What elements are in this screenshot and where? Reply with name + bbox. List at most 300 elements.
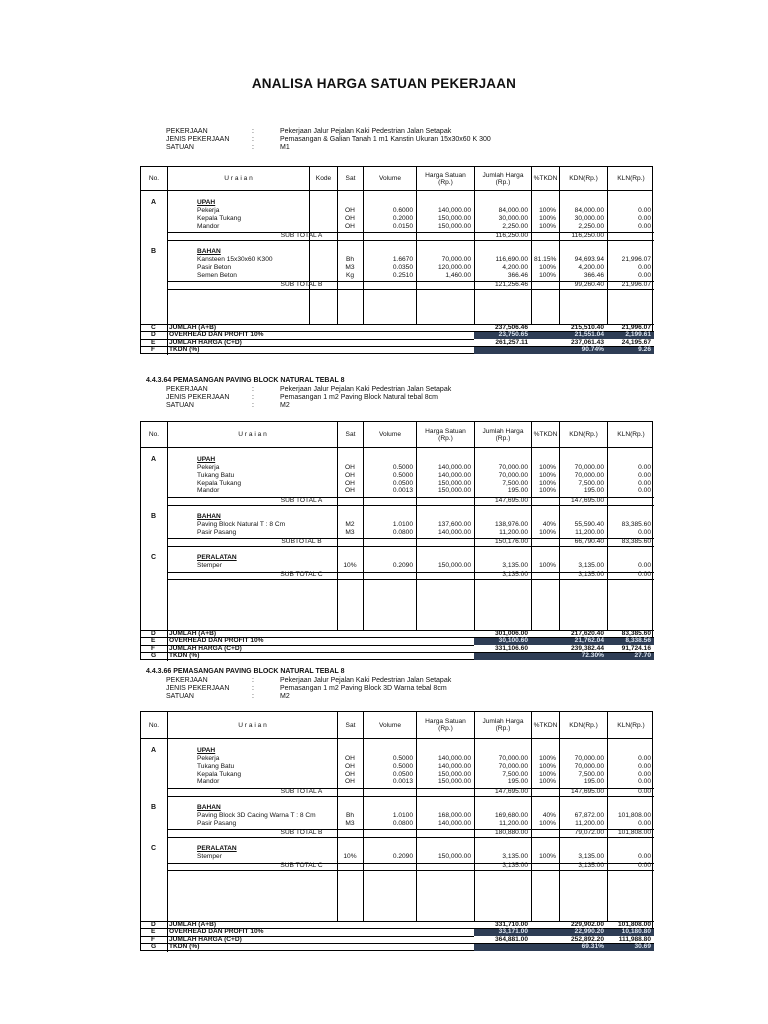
item-tkdn: 100% (539, 207, 556, 214)
item-price: 168,000.00 (437, 811, 471, 819)
item-kdn: 11,200.00 (575, 528, 604, 536)
total-kdn: 239,382.44 (570, 644, 604, 652)
info-colon: : (252, 128, 254, 135)
item-price: 120,000.00 (437, 263, 471, 271)
item-unit: OH (345, 464, 355, 471)
item-volume: 0.6000 (392, 207, 413, 214)
item-volume: 0.0013 (392, 778, 413, 786)
total-kdn: 215,510.40 (570, 323, 604, 331)
total-kdn: 237,061.43 (570, 338, 604, 346)
item-kdn: 366.46 (583, 271, 604, 279)
item-price: 150,000.00 (437, 214, 471, 222)
item-price: 140,000.00 (437, 528, 471, 536)
column-divider (474, 191, 475, 324)
info-value: Pemasangan 1 m2 Paving Block 3D Warna tebal 8cm (280, 685, 447, 693)
item-name: Pekerja (197, 207, 220, 214)
item-name: Pasir Pasang (197, 528, 237, 536)
item-price: 150,000.00 (437, 852, 471, 860)
item-kln: 0.00 (638, 464, 651, 471)
item-amount: 11,200.00 (499, 819, 528, 827)
info-row (166, 693, 451, 701)
item-tkdn: 100% (539, 755, 556, 762)
info-value: Pemasangan & Galian Tanah 1 m1 Kanstin Ukuran 15x30x60 K 300 (280, 136, 491, 144)
item-name: Stemper (197, 561, 222, 569)
item-kdn: 4,200.00 (578, 263, 604, 271)
item-kln: 0.00 (638, 214, 651, 222)
column-divider (363, 191, 364, 324)
item-kln: 0.00 (638, 207, 651, 214)
item-volume: 1.0100 (392, 520, 413, 528)
item-tkdn: 100% (539, 271, 556, 279)
total-label: JUMLAH (A+B) (169, 629, 217, 637)
total-label: OVERHEAD DAN PROFIT 10% (169, 637, 264, 645)
item-name: Mandor (197, 778, 220, 786)
item-tkdn: 100% (539, 852, 556, 860)
total-label: JUMLAH (A+B) (169, 323, 217, 331)
column-divider (416, 191, 417, 324)
column-divider (309, 191, 310, 324)
item-name: Stemper (197, 852, 222, 860)
item-amount: 2,250.00 (502, 222, 528, 230)
subtotal-label: SUB TOTAL A (280, 787, 323, 795)
item-tkdn: 100% (539, 770, 556, 778)
item-name: Paving Block Natural T : 8 Cm (197, 520, 286, 528)
item-price: 150,000.00 (437, 778, 471, 786)
group-peralatan-label: PERALATAN (197, 553, 237, 561)
subtotal-label: SUB TOTAL B (280, 828, 323, 836)
group-bahan: B (151, 247, 157, 255)
subtotal-amount: 180,880.00 (494, 828, 528, 836)
item-unit: OH (345, 471, 355, 479)
header-kln: KLN(Rp.) (607, 422, 654, 447)
item-tkdn: 40% (542, 520, 556, 528)
item-name: Pasir Pasang (197, 819, 237, 827)
item-tkdn: 100% (539, 214, 556, 222)
total-amount: 30,100.60 (498, 637, 528, 645)
header-kdn: KDN(Rp.) (559, 422, 607, 447)
header-sat: Sat (337, 167, 363, 190)
page-title: ANALISA HARGA SATUAN PEKERJAAN (251, 76, 517, 91)
section3-table (140, 711, 653, 951)
subtotal-kln: 101,808.00 (617, 828, 651, 836)
total-amount: 23,750.65 (498, 331, 528, 339)
total-amount: 331,710.00 (494, 920, 528, 928)
item-name: Tukang Batu (197, 762, 235, 770)
item-name: Semen Beton (197, 271, 237, 279)
item-amount: 70,000.00 (498, 762, 528, 770)
header-harga_satuan: Harga Satuan (Rp.) (416, 712, 474, 738)
item-name: Pasir Beton (197, 263, 232, 271)
group-peralatan: C (151, 553, 157, 561)
section-number: 4.4.3.66 (146, 668, 172, 675)
item-kdn: 70,000.00 (574, 762, 604, 770)
header-no: No. (148, 721, 160, 729)
row-divider (167, 870, 654, 871)
item-kdn: 195.00 (583, 778, 604, 786)
section1-info (166, 128, 491, 153)
info-value: Pekerjaan Jalur Pejalan Kaki Pedestrian Jalan Setapak (280, 677, 452, 684)
total-label: OVERHEAD DAN PROFIT 10% (169, 331, 264, 339)
subtotal-kln: 21,996.07 (621, 280, 651, 288)
header-kln: KLN(Rp.) (607, 167, 654, 190)
column-divider (167, 630, 168, 661)
section3-title (146, 668, 345, 675)
info-colon: : (252, 402, 254, 410)
item-kdn: 70,000.00 (574, 471, 604, 479)
item-kln: 83,385.60 (621, 520, 651, 528)
section1-table (140, 166, 653, 354)
item-kln: 0.00 (638, 778, 651, 786)
subtotal-kln: 0.00 (638, 571, 651, 579)
item-volume: 0.0350 (392, 263, 413, 271)
item-unit: OH (345, 214, 355, 222)
section2-table (140, 421, 653, 660)
total-kdn: 21,551.04 (574, 331, 604, 339)
total-kdn: 90.74% (581, 346, 604, 354)
item-name: Kepala Tukang (197, 214, 241, 222)
item-name: Kansteen 15x30x60 K300 (197, 255, 273, 263)
group-upah-label: UPAH (197, 199, 216, 206)
item-price: 140,000.00 (437, 471, 471, 479)
total-label: JUMLAH HARGA (C+D) (169, 935, 242, 943)
item-volume: 0.0150 (392, 222, 413, 230)
info-label: JENIS PEKERJAAN (166, 136, 230, 144)
item-kln: 0.00 (638, 755, 651, 762)
subtotal-kdn: 147,695.00 (570, 787, 604, 795)
subtotal-kln: 83,385.60 (621, 537, 651, 545)
total-code: D (151, 920, 156, 928)
item-kdn: 70,000.00 (574, 755, 604, 762)
group-upah: A (151, 199, 157, 206)
total-code: F (151, 935, 156, 943)
item-unit: Kg (345, 271, 355, 279)
info-value: Pemasangan 1 m2 Paving Block Natural tebal 8cm (280, 394, 438, 402)
subtotal-amount: 121,256.46 (494, 280, 528, 288)
item-volume: 0.5000 (392, 755, 413, 762)
info-label: JENIS PEKERJAAN (166, 394, 230, 402)
column-divider (167, 324, 168, 355)
item-unit: M2 (345, 520, 355, 528)
total-code: F (151, 644, 156, 652)
item-tkdn: 100% (539, 487, 556, 495)
item-kdn: 70,000.00 (574, 464, 604, 471)
item-amount: 84,000.00 (498, 207, 528, 214)
item-kln: 101,808.00 (617, 811, 651, 819)
section1-table-header (141, 167, 652, 191)
item-tkdn: 40% (542, 811, 556, 819)
group-upah: A (151, 747, 157, 754)
item-kln: 0.00 (638, 852, 651, 860)
row-divider (167, 240, 654, 241)
info-label: SATUAN (166, 144, 194, 152)
info-value: M2 (280, 693, 290, 701)
row-divider (167, 796, 654, 797)
total-label: JUMLAH HARGA (C+D) (169, 338, 242, 346)
info-row (166, 677, 451, 685)
info-row (166, 386, 451, 394)
item-tkdn: 100% (539, 778, 556, 786)
subtotal-kdn: 147,695.00 (570, 496, 604, 504)
group-peralatan-label: PERALATAN (197, 844, 237, 852)
item-tkdn: 100% (539, 464, 556, 471)
info-row (166, 136, 491, 144)
item-amount: 70,000.00 (498, 755, 528, 762)
total-label: JUMLAH (A+B) (169, 920, 217, 928)
section2-info (166, 386, 451, 411)
column-divider (337, 191, 338, 324)
item-unit: OH (345, 479, 355, 487)
item-volume: 1.0100 (392, 811, 413, 819)
item-kdn: 7,500.00 (578, 479, 604, 487)
item-kdn: 3,135.00 (578, 561, 604, 569)
total-kdn: 217,620.40 (570, 629, 604, 637)
header-uraian: U r a i a n (167, 712, 337, 738)
item-kln: 0.00 (638, 528, 651, 536)
group-upah-label: UPAH (197, 747, 216, 754)
subtotal-label: SUB TOTAL C (280, 862, 323, 870)
item-kln: 0.00 (638, 819, 651, 827)
info-colon: : (252, 685, 254, 693)
subtotal-amount: 3,135.00 (502, 862, 528, 870)
item-kln: 0.00 (638, 487, 651, 495)
group-bahan-label: BAHAN (197, 803, 221, 811)
item-name: Paving Block 3D Cacing Warna T : 8 Cm (197, 811, 316, 819)
row-divider (167, 837, 654, 838)
item-price: 140,000.00 (437, 207, 471, 214)
total-code: F (151, 346, 156, 354)
item-volume: 0.2090 (392, 561, 413, 569)
item-kdn: 55,590.40 (574, 520, 604, 528)
total-kdn: 22,990.20 (574, 928, 604, 936)
total-code: E (151, 637, 156, 645)
info-value: Pekerjaan Jalur Pejalan Kaki Pedestrian Jalan Setapak (280, 128, 452, 135)
item-unit: OH (345, 207, 355, 214)
item-tkdn: 100% (539, 222, 556, 230)
item-unit: OH (345, 222, 355, 230)
total-kdn: 252,892.20 (570, 935, 604, 943)
item-kln: 0.00 (638, 479, 651, 487)
subtotal-kdn: 66,790.40 (574, 537, 604, 545)
total-code: E (151, 928, 156, 936)
section-number: 4.4.3.64 (146, 377, 172, 384)
total-label: TKDN (%) (169, 652, 200, 660)
subtotal-kdn: 3,135.00 (578, 862, 604, 870)
item-kdn: 3,135.00 (578, 852, 604, 860)
item-volume: 0.0500 (392, 770, 413, 778)
header-uraian: U r a i a n (167, 422, 337, 447)
item-kln: 0.00 (638, 770, 651, 778)
subtotal-amount: 3,135.00 (502, 571, 528, 579)
header-sat: Sat (337, 422, 363, 447)
item-kdn: 67,872.00 (574, 811, 604, 819)
item-price: 1,460.00 (445, 271, 471, 279)
item-kdn: 7,500.00 (578, 770, 604, 778)
group-peralatan: C (151, 844, 157, 852)
item-kln: 0.00 (638, 263, 651, 271)
info-row (166, 402, 451, 410)
total-kln: 8,338.56 (625, 637, 651, 645)
info-row (166, 128, 491, 136)
item-price: 137,600.00 (437, 520, 471, 528)
item-name: Kepala Tukang (197, 770, 241, 778)
total-amount: 301,006.00 (494, 629, 528, 637)
header-harga_satuan: Harga Satuan (Rp.) (416, 422, 474, 447)
row-divider (167, 289, 654, 290)
section2-title (146, 377, 345, 384)
row-divider (167, 579, 654, 580)
info-value: M1 (280, 144, 290, 152)
item-name: Mandor (197, 222, 220, 230)
subtotal-label: SUB TOTAL A (280, 231, 323, 239)
item-name: Tukang Batu (197, 471, 235, 479)
item-kdn: 94,693.94 (574, 255, 604, 263)
item-amount: 7,500.00 (502, 770, 528, 778)
item-volume: 0.0500 (392, 479, 413, 487)
total-amount: 33,171.00 (498, 928, 528, 936)
subtotal-kdn: 116,250.00 (571, 231, 604, 239)
header-harga_satuan: Harga Satuan (Rp.) (416, 167, 474, 190)
header-kode: Kode (309, 167, 337, 190)
total-kln: 2,199.61 (625, 331, 651, 339)
item-kdn: 84,000.00 (574, 207, 604, 214)
item-kln: 0.00 (638, 762, 651, 770)
header-tkdn: %TKDN (531, 422, 559, 447)
item-price: 150,000.00 (437, 561, 471, 569)
total-kln: 21,996.07 (621, 323, 651, 331)
item-amount: 4,200.00 (502, 263, 528, 271)
item-price: 150,000.00 (437, 479, 471, 487)
total-code: G (151, 943, 157, 951)
section-heading: PEMASANGAN PAVING BLOCK NATURAL TEBAL 8 (173, 377, 345, 384)
subtotal-kln: 0.00 (638, 787, 651, 795)
item-unit: M3 (345, 528, 355, 536)
item-unit: OH (345, 755, 355, 762)
item-amount: 3,135.00 (502, 561, 528, 569)
item-amount: 366.46 (507, 271, 528, 279)
item-tkdn: 100% (539, 263, 556, 271)
total-amount: 331,106.60 (494, 644, 528, 652)
item-unit: M3 (345, 263, 355, 271)
item-tkdn: 100% (539, 528, 556, 536)
header-no: No. (148, 431, 160, 438)
section2-table-header (141, 422, 652, 448)
item-unit: 10% (343, 852, 357, 860)
column-divider (167, 921, 168, 952)
item-amount: 195.00 (507, 487, 528, 495)
item-kdn: 11,200.00 (575, 819, 604, 827)
subtotal-amount: 150,176.00 (494, 537, 528, 545)
item-volume: 0.2090 (392, 852, 413, 860)
item-unit: 10% (343, 561, 357, 569)
total-kln: 101,808.00 (617, 920, 651, 928)
item-tkdn: 81.15% (534, 255, 557, 263)
info-label: PEKERJAAN (166, 677, 208, 684)
item-volume: 1.6670 (392, 255, 413, 263)
column-divider (167, 191, 168, 324)
total-amount: 237,506.46 (494, 323, 528, 331)
info-label: JENIS PEKERJAAN (166, 685, 230, 693)
total-kln: 111,988.80 (618, 935, 651, 943)
column-divider (607, 191, 608, 324)
item-price: 70,000.00 (441, 255, 471, 263)
total-kdn: 72.30% (581, 652, 604, 660)
item-amount: 7,500.00 (502, 479, 528, 487)
item-kln: 21,996.07 (621, 255, 651, 263)
item-unit: OH (345, 762, 355, 770)
group-upah: A (151, 456, 157, 463)
item-volume: 0.5000 (392, 471, 413, 479)
total-code: D (151, 331, 156, 339)
header-volume: Volume (363, 422, 416, 447)
header-jumlah_harga: Jumlah Harga (Rp.) (474, 422, 531, 447)
total-kdn: 229,902.00 (570, 920, 604, 928)
total-amount: 261,257.11 (495, 338, 528, 346)
item-price: 150,000.00 (437, 222, 471, 230)
item-unit: OH (345, 770, 355, 778)
total-code: D (151, 629, 156, 637)
header-kln: KLN(Rp.) (607, 712, 654, 738)
info-label: SATUAN (166, 402, 194, 410)
item-amount: 70,000.00 (498, 464, 528, 471)
header-tkdn: %TKDN (531, 712, 559, 738)
header-volume: Volume (363, 167, 416, 190)
total-label: TKDN (%) (169, 943, 200, 951)
subtotal-kln: 0.00 (638, 862, 651, 870)
section-heading: PEMASANGAN PAVING BLOCK NATURAL TEBAL 8 (173, 668, 345, 675)
info-colon: : (252, 144, 254, 152)
item-unit: Bh (345, 255, 355, 263)
total-code: G (151, 652, 157, 660)
item-amount: 138,976.00 (494, 520, 528, 528)
total-kln: 91,724.16 (621, 644, 651, 652)
total-kln: 27.70 (634, 652, 651, 660)
item-kln: 0.00 (638, 561, 651, 569)
total-kdn: 21,762.04 (574, 637, 604, 645)
group-bahan: B (151, 512, 157, 520)
item-kdn: 195.00 (583, 487, 604, 495)
header-uraian: U r a i a n (167, 167, 309, 190)
item-volume: 0.0013 (392, 487, 413, 495)
group-upah-label: UPAH (197, 456, 216, 463)
header-jumlah_harga: Jumlah Harga (Rp.) (474, 712, 531, 738)
total-code: E (151, 338, 156, 346)
item-volume: 0.2510 (392, 271, 413, 279)
item-tkdn: 100% (539, 561, 556, 569)
item-name: Kepala Tukang (197, 479, 241, 487)
row-divider (167, 505, 654, 506)
header-jumlah_harga: Jumlah Harga (Rp.) (474, 167, 531, 190)
item-price: 140,000.00 (437, 464, 471, 471)
item-tkdn: 100% (539, 762, 556, 770)
header-sat: Sat (337, 712, 363, 738)
subtotal-label: SUBTOTAL B (281, 537, 322, 545)
item-kdn: 30,000.00 (574, 214, 604, 222)
total-label: TKDN (%) (169, 346, 200, 354)
info-colon: : (252, 136, 254, 144)
item-amount: 169,680.00 (494, 811, 528, 819)
total-kln: 83,385.60 (621, 629, 651, 637)
total-kln: 10,180.80 (621, 928, 651, 936)
group-bahan-label: BAHAN (197, 247, 221, 255)
total-label: OVERHEAD DAN PROFIT 10% (169, 928, 264, 936)
item-tkdn: 100% (539, 479, 556, 487)
item-kdn: 2,250.00 (578, 222, 604, 230)
item-amount: 3,135.00 (502, 852, 528, 860)
item-volume: 0.0800 (392, 528, 413, 536)
group-bahan: B (151, 803, 157, 811)
total-kln: 9.26 (638, 346, 651, 354)
subtotal-label: SUB TOTAL C (280, 571, 323, 579)
